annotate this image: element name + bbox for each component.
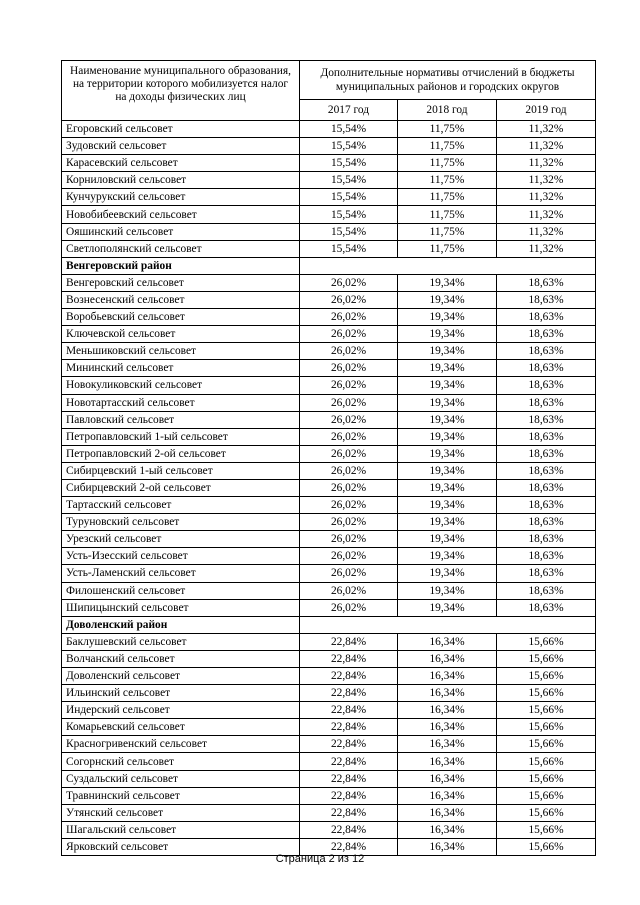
- municipality-name: Суздальский сельсовет: [62, 770, 300, 787]
- municipality-name: Ключевской сельсовет: [62, 326, 300, 343]
- table-row: [62, 599, 596, 616]
- table-row: [62, 445, 596, 462]
- municipality-name: Воробьевский сельсовет: [62, 309, 300, 326]
- norm-2019-value: 11,32%: [497, 138, 596, 155]
- norm-2019-value: 18,63%: [497, 428, 596, 445]
- norm-2019-value: 11,32%: [497, 189, 596, 206]
- table-row: [62, 121, 596, 138]
- year-2018-header: 2018 год: [398, 100, 497, 121]
- norm-2017-value: 26,02%: [300, 309, 398, 326]
- norm-2019-value: 18,63%: [497, 291, 596, 308]
- norm-2018-value: 16,34%: [398, 719, 497, 736]
- norm-2017-value: 26,02%: [300, 343, 398, 360]
- norm-2017-value: 22,84%: [300, 787, 398, 804]
- table-row: [62, 787, 596, 804]
- table-row: [62, 633, 596, 650]
- municipality-name: Доволенский сельсовет: [62, 668, 300, 685]
- norm-2019-value: 15,66%: [497, 804, 596, 821]
- norm-2019-value: 18,63%: [497, 326, 596, 343]
- norm-2017-value: 15,54%: [300, 121, 398, 138]
- municipality-column-header: Наименование муниципального образования, на территории которого мобилизуется налог на доходы физических лиц: [62, 61, 300, 121]
- norm-2019-value: 15,66%: [497, 821, 596, 838]
- municipality-name: Зудовский сельсовет: [62, 138, 300, 155]
- norm-2018-value: 16,34%: [398, 787, 497, 804]
- table-row: [62, 736, 596, 753]
- norm-2019-value: 18,63%: [497, 309, 596, 326]
- municipality-name: Красногривенский сельсовет: [62, 736, 300, 753]
- norm-2017-value: 22,84%: [300, 770, 398, 787]
- table-row: [62, 548, 596, 565]
- norm-2017-value: 22,84%: [300, 633, 398, 650]
- municipality-name: Павловский сельсовет: [62, 411, 300, 428]
- municipality-name: Урезский сельсовет: [62, 531, 300, 548]
- table-row: [62, 206, 596, 223]
- norm-2017-value: 22,84%: [300, 685, 398, 702]
- norm-2018-value: 11,75%: [398, 172, 497, 189]
- norm-2017-value: 15,54%: [300, 189, 398, 206]
- norm-2019-value: 11,32%: [497, 172, 596, 189]
- norm-2018-value: 16,34%: [398, 753, 497, 770]
- municipality-name: Меньшиковский сельсовет: [62, 343, 300, 360]
- norm-2018-value: 19,34%: [398, 514, 497, 531]
- tax-norms-table: [61, 60, 596, 856]
- table-row: [62, 189, 596, 206]
- table-row: [62, 155, 596, 172]
- norm-2017-value: 26,02%: [300, 411, 398, 428]
- year-2019-header: 2019 год: [497, 100, 596, 121]
- norm-2019-value: 18,63%: [497, 479, 596, 496]
- table-row: [62, 770, 596, 787]
- norm-2018-value: 19,34%: [398, 428, 497, 445]
- norm-2019-value: 18,63%: [497, 582, 596, 599]
- norm-2019-value: 15,66%: [497, 650, 596, 667]
- municipality-name: Новобибеевский сельсовет: [62, 206, 300, 223]
- norm-2018-value: 19,34%: [398, 377, 497, 394]
- municipality-name: Баклушевский сельсовет: [62, 633, 300, 650]
- table-row: [62, 138, 596, 155]
- norm-2019-value: 18,63%: [497, 514, 596, 531]
- norm-2018-value: 19,34%: [398, 291, 497, 308]
- municipality-name: Комарьевский сельсовет: [62, 719, 300, 736]
- table-row: [62, 240, 596, 257]
- municipality-name: Шипицынский сельсовет: [62, 599, 300, 616]
- municipality-name: Индерский сельсовет: [62, 702, 300, 719]
- norm-2018-value: 19,34%: [398, 445, 497, 462]
- municipality-name: Светлополянский сельсовет: [62, 240, 300, 257]
- municipality-name: Новокуликовский сельсовет: [62, 377, 300, 394]
- norm-2018-value: 16,34%: [398, 736, 497, 753]
- municipality-name: Тартасский сельсовет: [62, 497, 300, 514]
- norm-2019-value: 18,63%: [497, 394, 596, 411]
- municipality-name: Корниловский сельсовет: [62, 172, 300, 189]
- norm-2017-value: 15,54%: [300, 240, 398, 257]
- norm-2017-value: 22,84%: [300, 668, 398, 685]
- municipality-name: Усть-Изесский сельсовет: [62, 548, 300, 565]
- municipality-name: Петропавловский 2-ой сельсовет: [62, 445, 300, 462]
- municipality-name: Венгеровский сельсовет: [62, 274, 300, 291]
- table-row: [62, 326, 596, 343]
- municipality-name: Ильинский сельсовет: [62, 685, 300, 702]
- norm-2019-value: 18,63%: [497, 445, 596, 462]
- norm-2017-value: 22,84%: [300, 650, 398, 667]
- norm-2018-value: 16,34%: [398, 838, 497, 855]
- norm-2018-value: 19,34%: [398, 599, 497, 616]
- norm-2018-value: 19,34%: [398, 462, 497, 479]
- table-row: [62, 668, 596, 685]
- municipality-name: Кунчурукский сельсовет: [62, 189, 300, 206]
- table-row: [62, 582, 596, 599]
- norm-2017-value: 26,02%: [300, 497, 398, 514]
- norm-2019-value: 18,63%: [497, 531, 596, 548]
- norm-2017-value: 22,84%: [300, 821, 398, 838]
- norm-2019-value: 15,66%: [497, 753, 596, 770]
- norm-2017-value: 26,02%: [300, 274, 398, 291]
- district-empty-cell: [300, 257, 596, 274]
- norm-2019-value: 18,63%: [497, 548, 596, 565]
- table-row: [62, 343, 596, 360]
- norm-2017-value: 22,84%: [300, 719, 398, 736]
- table-row: [62, 719, 596, 736]
- norm-2019-value: 18,63%: [497, 411, 596, 428]
- norm-2017-value: 26,02%: [300, 377, 398, 394]
- table-row: [62, 377, 596, 394]
- table-row: [62, 497, 596, 514]
- norm-2019-value: 18,63%: [497, 599, 596, 616]
- norm-2019-value: 11,32%: [497, 240, 596, 257]
- norm-2019-value: 11,32%: [497, 155, 596, 172]
- norm-2019-value: 18,63%: [497, 462, 596, 479]
- norm-2018-value: 16,34%: [398, 668, 497, 685]
- table-row: [62, 394, 596, 411]
- norm-2018-value: 11,75%: [398, 240, 497, 257]
- municipality-name: Согорнский сельсовет: [62, 753, 300, 770]
- norm-2017-value: 15,54%: [300, 172, 398, 189]
- norm-2018-value: 16,34%: [398, 804, 497, 821]
- table-header-row: [62, 61, 596, 100]
- norm-2017-value: 26,02%: [300, 582, 398, 599]
- table-row: [62, 274, 596, 291]
- table-row: [62, 702, 596, 719]
- norm-2018-value: 16,34%: [398, 633, 497, 650]
- norm-2018-value: 19,34%: [398, 479, 497, 496]
- norm-2017-value: 26,02%: [300, 599, 398, 616]
- table-row: [62, 565, 596, 582]
- table-row: [62, 650, 596, 667]
- norm-2017-value: 15,54%: [300, 155, 398, 172]
- norm-2018-value: 19,34%: [398, 326, 497, 343]
- table-row: [62, 821, 596, 838]
- municipality-name: Утянский сельсовет: [62, 804, 300, 821]
- norm-2017-value: 26,02%: [300, 565, 398, 582]
- norm-2017-value: 22,84%: [300, 702, 398, 719]
- norm-2017-value: 26,02%: [300, 531, 398, 548]
- norm-2017-value: 22,84%: [300, 753, 398, 770]
- municipality-name: Сибирцевский 2-ой сельсовет: [62, 479, 300, 496]
- municipality-name: Шагальский сельсовет: [62, 821, 300, 838]
- norm-2017-value: 26,02%: [300, 326, 398, 343]
- norm-2018-value: 19,34%: [398, 360, 497, 377]
- municipality-name: Сибирцевский 1-ый сельсовет: [62, 462, 300, 479]
- table-row: [62, 514, 596, 531]
- table-row: [62, 685, 596, 702]
- norm-2019-value: 11,32%: [497, 121, 596, 138]
- norm-2017-value: 26,02%: [300, 428, 398, 445]
- municipality-name: Ояшинский сельсовет: [62, 223, 300, 240]
- norm-2018-value: 11,75%: [398, 189, 497, 206]
- norm-2017-value: 15,54%: [300, 206, 398, 223]
- norm-2018-value: 19,34%: [398, 582, 497, 599]
- norm-2018-value: 11,75%: [398, 206, 497, 223]
- municipality-name: Егоровский сельсовет: [62, 121, 300, 138]
- norm-2017-value: 26,02%: [300, 548, 398, 565]
- year-2017-header: 2017 год: [300, 100, 398, 121]
- norm-2019-value: 15,66%: [497, 736, 596, 753]
- norm-2019-value: 15,66%: [497, 668, 596, 685]
- norm-2018-value: 11,75%: [398, 138, 497, 155]
- norm-2018-value: 19,34%: [398, 394, 497, 411]
- district-empty-cell: [300, 616, 596, 633]
- municipality-name: Филошенский сельсовет: [62, 582, 300, 599]
- district-name: Венгеровский район: [62, 257, 300, 274]
- table-row: [62, 462, 596, 479]
- norm-2017-value: 26,02%: [300, 394, 398, 411]
- norm-2018-value: 19,34%: [398, 531, 497, 548]
- norm-2017-value: 26,02%: [300, 462, 398, 479]
- district-row: [62, 257, 596, 274]
- norm-2017-value: 26,02%: [300, 291, 398, 308]
- norm-2017-value: 22,84%: [300, 804, 398, 821]
- table-row: [62, 428, 596, 445]
- norm-2017-value: 22,84%: [300, 838, 398, 855]
- municipality-name: Ярковский сельсовет: [62, 838, 300, 855]
- norm-2018-value: 19,34%: [398, 343, 497, 360]
- norm-2017-value: 22,84%: [300, 736, 398, 753]
- norm-2019-value: 18,63%: [497, 377, 596, 394]
- norm-2019-value: 15,66%: [497, 719, 596, 736]
- norm-2018-value: 16,34%: [398, 770, 497, 787]
- norm-2018-value: 19,34%: [398, 497, 497, 514]
- norm-2019-value: 15,66%: [497, 787, 596, 804]
- norms-group-header: Дополнительные нормативы отчислений в бюджеты муниципальных районов и городских округов: [300, 61, 596, 100]
- norm-2017-value: 26,02%: [300, 445, 398, 462]
- norm-2018-value: 16,34%: [398, 650, 497, 667]
- municipality-name: Вознесенский сельсовет: [62, 291, 300, 308]
- norm-2019-value: 15,66%: [497, 685, 596, 702]
- table-body: [62, 121, 596, 856]
- norm-2018-value: 19,34%: [398, 565, 497, 582]
- norm-2019-value: 18,63%: [497, 565, 596, 582]
- page-number: Страница 2 из 12: [275, 853, 365, 865]
- norm-2019-value: 18,63%: [497, 360, 596, 377]
- norm-2019-value: 18,63%: [497, 274, 596, 291]
- norm-2018-value: 16,34%: [398, 821, 497, 838]
- norm-2017-value: 15,54%: [300, 223, 398, 240]
- table-row: [62, 753, 596, 770]
- norm-2019-value: 15,66%: [497, 838, 596, 855]
- municipality-name: Травнинский сельсовет: [62, 787, 300, 804]
- table-row: [62, 309, 596, 326]
- norm-2018-value: 11,75%: [398, 121, 497, 138]
- municipality-name: Туруновский сельсовет: [62, 514, 300, 531]
- table-row: [62, 411, 596, 428]
- norm-2017-value: 26,02%: [300, 360, 398, 377]
- municipality-name: Петропавловский 1-ый сельсовет: [62, 428, 300, 445]
- norm-2018-value: 19,34%: [398, 411, 497, 428]
- norm-2019-value: 15,66%: [497, 770, 596, 787]
- norm-2018-value: 11,75%: [398, 223, 497, 240]
- norm-2018-value: 19,34%: [398, 274, 497, 291]
- norm-2019-value: 15,66%: [497, 702, 596, 719]
- norm-2017-value: 26,02%: [300, 514, 398, 531]
- norm-2018-value: 16,34%: [398, 702, 497, 719]
- norm-2019-value: 15,66%: [497, 633, 596, 650]
- norm-2019-value: 18,63%: [497, 343, 596, 360]
- table-row: [62, 291, 596, 308]
- norm-2018-value: 19,34%: [398, 309, 497, 326]
- norm-2018-value: 11,75%: [398, 155, 497, 172]
- norm-2019-value: 18,63%: [497, 497, 596, 514]
- norm-2017-value: 15,54%: [300, 138, 398, 155]
- municipality-name: Новотартасский сельсовет: [62, 394, 300, 411]
- norm-2018-value: 19,34%: [398, 548, 497, 565]
- table-row: [62, 223, 596, 240]
- norm-2017-value: 26,02%: [300, 479, 398, 496]
- district-name: Доволенский район: [62, 616, 300, 633]
- norm-2018-value: 16,34%: [398, 685, 497, 702]
- municipality-name: Волчанский сельсовет: [62, 650, 300, 667]
- municipality-name: Усть-Ламенский сельсовет: [62, 565, 300, 582]
- municipality-name: Мининский сельсовет: [62, 360, 300, 377]
- table-row: [62, 172, 596, 189]
- table-row: [62, 531, 596, 548]
- table-row: [62, 479, 596, 496]
- table-row: [62, 804, 596, 821]
- municipality-name: Карасевский сельсовет: [62, 155, 300, 172]
- table-row: [62, 360, 596, 377]
- norm-2019-value: 11,32%: [497, 206, 596, 223]
- norm-2019-value: 11,32%: [497, 223, 596, 240]
- district-row: [62, 616, 596, 633]
